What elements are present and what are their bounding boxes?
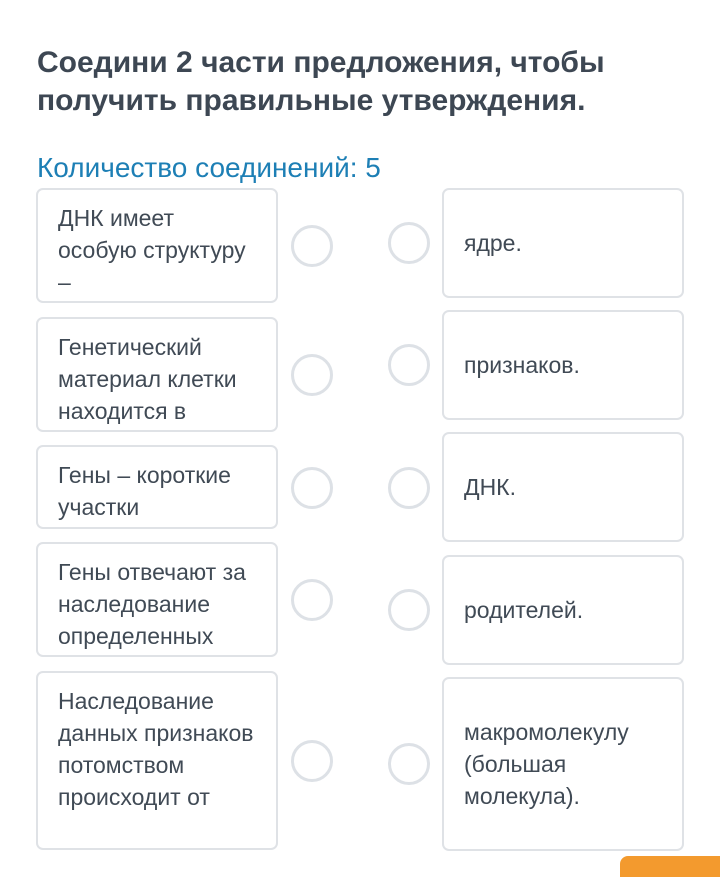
right-item-text: признаков. [464,352,580,378]
left-connector-dot[interactable] [291,740,333,782]
right-item[interactable] [442,677,684,851]
left-item-text: Гены – короткие участки [58,462,231,520]
right-connector-dot[interactable] [388,344,430,386]
right-connector-dot[interactable] [388,222,430,264]
right-item[interactable] [442,310,684,420]
right-connector-dot[interactable] [388,467,430,509]
left-item[interactable] [36,188,278,303]
left-connector-dot[interactable] [291,225,333,267]
left-item-text: Наследование данных признаков потомством происходит от [58,688,254,810]
connections-count: Количество соединений: 5 [37,152,381,183]
left-item[interactable] [36,317,278,432]
left-item-text: Гены отвечают за наследование определенных [58,559,246,649]
task-title: Соедини 2 части предложения, чтобы получить правильные утверждения. [37,46,605,117]
right-connector-dot[interactable] [388,589,430,631]
left-item-text: Генетический материал клетки находится в [58,334,237,424]
right-connector-dot[interactable] [388,743,430,785]
right-item-text: ядре. [464,230,522,256]
left-item-text: ДНК имеет особую структуру – [58,205,246,295]
right-item-text: ДНК. [464,474,516,500]
right-item[interactable] [442,188,684,298]
right-item-text: макромолекулу (большая молекула). [464,719,629,809]
left-connector-dot[interactable] [291,467,333,509]
next-button[interactable] [620,856,720,877]
right-item[interactable] [442,432,684,542]
right-item[interactable] [442,555,684,665]
left-item[interactable] [36,542,278,657]
left-connector-dot[interactable] [291,579,333,621]
left-connector-dot[interactable] [291,354,333,396]
left-item[interactable] [36,671,278,850]
right-item-text: родителей. [464,597,584,623]
left-item[interactable] [36,445,278,529]
